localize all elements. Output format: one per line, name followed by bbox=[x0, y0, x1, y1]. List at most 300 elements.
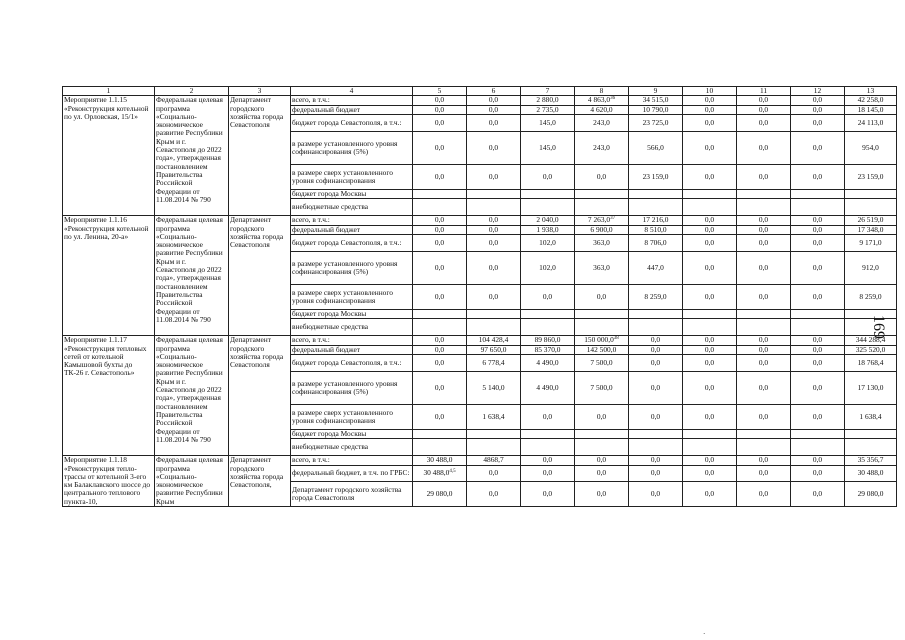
table-row bbox=[63, 216, 897, 225]
amount-value: 2 735,0 bbox=[536, 105, 559, 114]
amount-value: 0,0 bbox=[812, 237, 823, 247]
amount-cell bbox=[683, 465, 737, 482]
amount-value: 0,0 bbox=[596, 292, 607, 302]
amount-cell bbox=[791, 371, 845, 405]
amount-cell bbox=[683, 482, 737, 507]
program-cell: Федеральная целевая программа «Социально-экономическое развитие Республики Крым и г. Севастополя до 2022 года», утвержденная постановлением Правительства Российской Федерации от 11.08.2014 № 790 bbox=[155, 96, 229, 216]
amount-value: 0,0 bbox=[434, 357, 445, 367]
amount-value: 0,0 bbox=[434, 345, 445, 354]
amount-cell bbox=[629, 251, 683, 285]
measure-name-cell: Мероприятие 1.1.15 «Реконструкция котельной по ул. Орловская, 15/1» bbox=[63, 96, 155, 216]
amount-value: 0,0 bbox=[704, 105, 715, 114]
amount-cell bbox=[467, 405, 521, 430]
amount-value: 0,0 bbox=[812, 455, 823, 465]
amount-value: 104 428,4 bbox=[478, 335, 509, 345]
amount-cell bbox=[575, 251, 629, 285]
amount-value: 363,0 bbox=[593, 237, 610, 247]
amount-cell bbox=[629, 405, 683, 430]
amount-cell bbox=[413, 456, 467, 465]
amount-value: 0,0 bbox=[488, 117, 499, 127]
amount-value: 0,0 bbox=[758, 225, 769, 234]
amount-cell bbox=[629, 430, 683, 439]
amount-value: 912,0 bbox=[862, 262, 879, 272]
amount-cell bbox=[467, 336, 521, 345]
amount-cell bbox=[629, 234, 683, 251]
amount-value: 4 863,0 bbox=[587, 95, 611, 105]
amount-value: 7 500,0 bbox=[590, 357, 613, 367]
amount-cell bbox=[575, 105, 629, 114]
amount-cell bbox=[737, 345, 791, 354]
amount-cell bbox=[467, 319, 521, 336]
amount-value: 10 790,0 bbox=[642, 105, 669, 114]
amount-value: 0,0 bbox=[812, 412, 823, 421]
amount-cell bbox=[467, 225, 521, 234]
amount-cell bbox=[737, 354, 791, 371]
amount-cell bbox=[845, 482, 897, 507]
amount-cell bbox=[521, 456, 575, 465]
amount-value: 447,0 bbox=[647, 262, 664, 272]
funding-source-cell: в размере установленного уровня софинансирования (5%) bbox=[291, 251, 413, 285]
amount-value: 0,0 bbox=[434, 292, 445, 302]
amount-cell bbox=[845, 199, 897, 216]
program-cell: Федеральная целевая программа «Социально-экономическое развитие Республики Крым и г. Севастополя до 2022 года», утвержденная постановлением Правительства Российской Федерации от 11.08.2014 № 790 bbox=[155, 336, 229, 456]
funding-source-cell: всего, в т.ч.: bbox=[291, 336, 413, 345]
amount-cell bbox=[575, 456, 629, 465]
amount-cell bbox=[413, 216, 467, 225]
amount-cell bbox=[413, 199, 467, 216]
funding-source-cell: в размере установленного уровня софинансирования (5%) bbox=[291, 131, 413, 165]
amount-value: 0,0 bbox=[704, 95, 715, 105]
amount-cell bbox=[737, 199, 791, 216]
amount-value: 1 638,4 bbox=[482, 412, 505, 421]
amount-value: 0,0 bbox=[758, 382, 769, 392]
amount-cell bbox=[629, 114, 683, 131]
amount-cell bbox=[737, 234, 791, 251]
amount-cell bbox=[683, 199, 737, 216]
table-row bbox=[63, 456, 897, 465]
amount-cell bbox=[413, 465, 467, 482]
funding-source-cell: бюджет города Севастополя, в т.ч.: bbox=[291, 354, 413, 371]
column-header: 5 bbox=[413, 87, 467, 96]
amount-value: 0,0 bbox=[542, 455, 553, 465]
amount-value: 23 159,0 bbox=[642, 172, 669, 182]
amount-value: 24 113,0 bbox=[857, 117, 884, 127]
amount-value: 1 938,0 bbox=[536, 225, 559, 234]
amount-value: 0,0 bbox=[542, 292, 553, 302]
funding-source-cell: внебюджетные средства bbox=[291, 439, 413, 456]
amount-cell bbox=[467, 465, 521, 482]
amount-value: 0,0 bbox=[596, 455, 607, 465]
amount-value: 0,0 bbox=[758, 468, 769, 478]
amount-cell bbox=[629, 439, 683, 456]
amount-cell bbox=[845, 371, 897, 405]
amount-value: 0,0 bbox=[434, 215, 445, 225]
amount-cell bbox=[629, 371, 683, 405]
amount-value: 0,0 bbox=[434, 117, 445, 127]
column-header: 2 bbox=[155, 87, 229, 96]
amount-cell bbox=[467, 371, 521, 405]
funding-source-cell: всего, в т.ч.: bbox=[291, 456, 413, 465]
amount-cell bbox=[629, 310, 683, 319]
amount-value: 0,0 bbox=[758, 237, 769, 247]
header-row bbox=[63, 87, 897, 96]
amount-cell bbox=[521, 251, 575, 285]
column-header: 11 bbox=[737, 87, 791, 96]
amount-value: 0,0 bbox=[434, 237, 445, 247]
amount-cell bbox=[683, 354, 737, 371]
amount-cell bbox=[521, 96, 575, 105]
amount-value: 23 725,0 bbox=[642, 117, 669, 127]
funding-source-cell: бюджет города Севастополя, в т.ч.: bbox=[291, 234, 413, 251]
amount-value: 0,0 bbox=[812, 172, 823, 182]
amount-cell bbox=[521, 482, 575, 507]
amount-cell bbox=[413, 354, 467, 371]
footnote-marker: 4,5 bbox=[449, 469, 456, 475]
amount-cell bbox=[845, 216, 897, 225]
column-header: 13 bbox=[845, 87, 897, 96]
amount-value: 0,0 bbox=[812, 225, 823, 234]
amount-value: 150 000,0 bbox=[584, 335, 614, 345]
measure-name-cell: Мероприятие 1.1.18 «Реконструкция тепло-трассы от котельной 3-его км Балаклавского шоссе до центрального теплового пункта-10, bbox=[63, 456, 155, 507]
amount-cell bbox=[737, 439, 791, 456]
amount-cell bbox=[791, 405, 845, 430]
amount-cell bbox=[575, 345, 629, 354]
amount-cell bbox=[683, 430, 737, 439]
amount-cell bbox=[575, 336, 629, 345]
stray-mark: · bbox=[703, 630, 706, 638]
footnote-marker: 36 bbox=[610, 96, 616, 102]
amount-cell bbox=[683, 456, 737, 465]
amount-cell bbox=[575, 285, 629, 310]
amount-value: 5 140,0 bbox=[482, 382, 505, 392]
amount-cell bbox=[683, 234, 737, 251]
amount-value: 0,0 bbox=[812, 335, 823, 345]
amount-value: 0,0 bbox=[758, 172, 769, 182]
amount-cell bbox=[521, 465, 575, 482]
amount-cell bbox=[575, 190, 629, 199]
amount-cell bbox=[629, 199, 683, 216]
amount-cell bbox=[791, 216, 845, 225]
amount-value: 0,0 bbox=[704, 237, 715, 247]
amount-cell bbox=[629, 96, 683, 105]
amount-value: 0,0 bbox=[758, 357, 769, 367]
amount-cell bbox=[629, 345, 683, 354]
amount-cell bbox=[683, 310, 737, 319]
amount-cell bbox=[413, 482, 467, 507]
amount-value: 243,0 bbox=[593, 117, 610, 127]
amount-value: 17 130,0 bbox=[857, 382, 884, 392]
amount-cell bbox=[413, 96, 467, 105]
amount-cell bbox=[413, 319, 467, 336]
amount-value: 0,0 bbox=[596, 172, 607, 182]
amount-cell bbox=[683, 225, 737, 234]
amount-cell bbox=[791, 190, 845, 199]
amount-cell bbox=[845, 251, 897, 285]
amount-value: 0,0 bbox=[650, 382, 661, 392]
amount-cell bbox=[737, 190, 791, 199]
amount-cell bbox=[791, 310, 845, 319]
amount-cell bbox=[683, 285, 737, 310]
funding-source-cell: бюджет города Москвы bbox=[291, 190, 413, 199]
amount-value: 18 145,0 bbox=[857, 105, 884, 114]
amount-cell bbox=[413, 371, 467, 405]
amount-value: 0,0 bbox=[758, 489, 769, 499]
amount-value: 6 900,0 bbox=[590, 225, 613, 234]
amount-value: 0,0 bbox=[542, 172, 553, 182]
amount-cell bbox=[467, 114, 521, 131]
amount-value: 0,0 bbox=[758, 345, 769, 354]
amount-cell bbox=[521, 354, 575, 371]
amount-cell bbox=[521, 190, 575, 199]
executor-cell: Департамент городского хозяйства города Севастополя, bbox=[229, 456, 291, 507]
amount-value: 0,0 bbox=[488, 237, 499, 247]
amount-cell bbox=[521, 114, 575, 131]
amount-value: 243,0 bbox=[593, 142, 610, 152]
amount-cell bbox=[629, 131, 683, 165]
amount-cell bbox=[737, 131, 791, 165]
amount-cell bbox=[791, 465, 845, 482]
amount-cell bbox=[521, 225, 575, 234]
amount-value: 6 778,4 bbox=[482, 357, 505, 367]
amount-value: 0,0 bbox=[650, 345, 661, 354]
amount-cell bbox=[467, 251, 521, 285]
amount-value: 0,0 bbox=[434, 172, 445, 182]
amount-value: 7 500,0 bbox=[590, 382, 613, 392]
amount-cell bbox=[737, 105, 791, 114]
amount-cell bbox=[737, 310, 791, 319]
amount-cell bbox=[467, 456, 521, 465]
amount-value: 0,0 bbox=[758, 105, 769, 114]
amount-value: 0,0 bbox=[704, 225, 715, 234]
amount-cell bbox=[521, 439, 575, 456]
amount-value: 363,0 bbox=[593, 262, 610, 272]
amount-cell bbox=[737, 482, 791, 507]
amount-cell bbox=[845, 430, 897, 439]
executor-cell: Департамент городского хозяйства города Севастополя bbox=[229, 96, 291, 216]
amount-cell bbox=[629, 225, 683, 234]
amount-cell bbox=[683, 165, 737, 190]
amount-cell bbox=[845, 225, 897, 234]
column-header: 4 bbox=[291, 87, 413, 96]
amount-value: 0,0 bbox=[812, 357, 823, 367]
amount-value: 0,0 bbox=[758, 335, 769, 345]
column-header: 9 bbox=[629, 87, 683, 96]
amount-value: 954,0 bbox=[862, 142, 879, 152]
amount-cell bbox=[521, 405, 575, 430]
amount-cell bbox=[845, 405, 897, 430]
amount-value: 18 768,4 bbox=[857, 357, 884, 367]
amount-cell bbox=[521, 310, 575, 319]
funding-source-cell: бюджет города Москвы bbox=[291, 310, 413, 319]
amount-cell bbox=[413, 345, 467, 354]
amount-cell bbox=[413, 310, 467, 319]
amount-cell bbox=[791, 105, 845, 114]
amount-value: 0,0 bbox=[434, 105, 445, 114]
amount-value: 0,0 bbox=[704, 172, 715, 182]
amount-cell bbox=[683, 114, 737, 131]
funding-source-cell: всего, в т.ч.: bbox=[291, 96, 413, 105]
amount-value: 0,0 bbox=[596, 412, 607, 421]
amount-value: 9 171,0 bbox=[859, 237, 882, 247]
amount-value: 325 520,0 bbox=[855, 345, 886, 354]
amount-cell bbox=[413, 405, 467, 430]
amount-value: 0,0 bbox=[758, 117, 769, 127]
amount-value: 4868,7 bbox=[483, 455, 504, 465]
amount-value: 0,0 bbox=[650, 468, 661, 478]
amount-cell bbox=[467, 131, 521, 165]
amount-cell bbox=[737, 96, 791, 105]
amount-cell bbox=[629, 165, 683, 190]
amount-cell bbox=[791, 319, 845, 336]
amount-cell bbox=[683, 371, 737, 405]
amount-cell bbox=[845, 114, 897, 131]
amount-cell bbox=[575, 165, 629, 190]
amount-cell bbox=[737, 405, 791, 430]
amount-cell bbox=[683, 131, 737, 165]
amount-value: 7 263,0 bbox=[587, 215, 611, 225]
funding-source-cell: Департамент городского хозяйства города Севастополя bbox=[291, 482, 413, 507]
amount-value: 0,0 bbox=[434, 95, 445, 105]
amount-value: 29 080,0 bbox=[857, 489, 884, 499]
amount-value: 566,0 bbox=[647, 142, 664, 152]
program-cell: Федеральная целевая программа «Социально-экономическое развитие Республики Крым bbox=[155, 456, 229, 507]
funding-source-cell: бюджет города Москвы bbox=[291, 430, 413, 439]
amount-cell bbox=[575, 114, 629, 131]
amount-cell bbox=[791, 234, 845, 251]
amount-cell bbox=[845, 439, 897, 456]
amount-cell bbox=[791, 114, 845, 131]
amount-cell bbox=[845, 234, 897, 251]
amount-value: 0,0 bbox=[758, 262, 769, 272]
amount-value: 35 356,7 bbox=[857, 455, 884, 465]
amount-cell bbox=[737, 225, 791, 234]
amount-cell bbox=[521, 165, 575, 190]
amount-cell bbox=[845, 190, 897, 199]
amount-cell bbox=[791, 456, 845, 465]
amount-value: 0,0 bbox=[488, 172, 499, 182]
amount-cell bbox=[413, 251, 467, 285]
funding-source-cell: в размере сверх установленного уровня софинансирования bbox=[291, 285, 413, 310]
amount-cell bbox=[791, 354, 845, 371]
amount-value: 0,0 bbox=[704, 382, 715, 392]
amount-value: 8 510,0 bbox=[644, 225, 667, 234]
amount-cell bbox=[575, 465, 629, 482]
amount-cell bbox=[467, 482, 521, 507]
column-header: 8 bbox=[575, 87, 629, 96]
amount-cell bbox=[629, 285, 683, 310]
amount-cell bbox=[791, 225, 845, 234]
amount-value: 4 620,0 bbox=[590, 105, 613, 114]
funding-source-cell: в размере сверх установленного уровня софинансирования bbox=[291, 165, 413, 190]
amount-value: 0,0 bbox=[488, 489, 499, 499]
amount-value: 0,0 bbox=[758, 412, 769, 421]
amount-value: 0,0 bbox=[434, 142, 445, 152]
amount-cell bbox=[629, 336, 683, 345]
amount-cell bbox=[845, 131, 897, 165]
amount-cell bbox=[575, 310, 629, 319]
funding-source-cell: внебюджетные средства bbox=[291, 319, 413, 336]
funding-source-cell: федеральный бюджет bbox=[291, 345, 413, 354]
amount-cell bbox=[575, 371, 629, 405]
amount-value: 0,0 bbox=[650, 489, 661, 499]
amount-value: 0,0 bbox=[650, 335, 661, 345]
amount-cell bbox=[791, 439, 845, 456]
amount-value: 0,0 bbox=[758, 215, 769, 225]
amount-cell bbox=[629, 190, 683, 199]
amount-cell bbox=[413, 430, 467, 439]
amount-value: 42 258,0 bbox=[857, 95, 884, 105]
amount-value: 0,0 bbox=[812, 105, 823, 114]
amount-value: 0,0 bbox=[812, 142, 823, 152]
amount-value: 0,0 bbox=[488, 468, 499, 478]
amount-cell bbox=[467, 199, 521, 216]
amount-cell bbox=[575, 131, 629, 165]
amount-cell bbox=[845, 345, 897, 354]
amount-value: 0,0 bbox=[704, 142, 715, 152]
amount-value: 0,0 bbox=[704, 455, 715, 465]
amount-cell bbox=[467, 216, 521, 225]
table-row bbox=[63, 96, 897, 105]
amount-value: 2 880,0 bbox=[536, 95, 559, 105]
amount-cell bbox=[575, 430, 629, 439]
column-header: 10 bbox=[683, 87, 737, 96]
amount-value: 0,0 bbox=[488, 215, 499, 225]
amount-cell bbox=[791, 131, 845, 165]
amount-value: 0,0 bbox=[542, 468, 553, 478]
amount-value: 30 488,0 bbox=[426, 455, 453, 465]
amount-cell bbox=[737, 114, 791, 131]
amount-cell bbox=[737, 319, 791, 336]
funding-source-cell: всего, в т.ч.: bbox=[291, 216, 413, 225]
amount-cell bbox=[845, 456, 897, 465]
amount-cell bbox=[845, 465, 897, 482]
amount-cell bbox=[521, 105, 575, 114]
amount-value: 145,0 bbox=[539, 142, 556, 152]
amount-value: 102,0 bbox=[539, 237, 556, 247]
amount-value: 0,0 bbox=[488, 142, 499, 152]
amount-value: 0,0 bbox=[488, 262, 499, 272]
amount-value: 97 650,0 bbox=[480, 345, 507, 354]
amount-cell bbox=[413, 190, 467, 199]
amount-cell bbox=[791, 96, 845, 105]
amount-value: 0,0 bbox=[650, 357, 661, 367]
amount-value: 0,0 bbox=[434, 335, 445, 345]
amount-cell bbox=[737, 336, 791, 345]
amount-cell bbox=[521, 234, 575, 251]
amount-value: 4 490,0 bbox=[536, 382, 559, 392]
column-header: 6 bbox=[467, 87, 521, 96]
amount-value: 0,0 bbox=[704, 357, 715, 367]
amount-cell bbox=[521, 216, 575, 225]
amount-cell bbox=[413, 285, 467, 310]
amount-cell bbox=[521, 131, 575, 165]
amount-cell bbox=[467, 190, 521, 199]
amount-cell bbox=[413, 114, 467, 131]
amount-value: 0,0 bbox=[704, 335, 715, 345]
amount-value: 29 080,0 bbox=[426, 489, 453, 499]
amount-cell bbox=[791, 285, 845, 310]
amount-value: 23 159,0 bbox=[857, 172, 884, 182]
amount-value: 0,0 bbox=[488, 225, 499, 234]
amount-cell bbox=[575, 199, 629, 216]
amount-value: 0,0 bbox=[812, 489, 823, 499]
amount-cell bbox=[413, 225, 467, 234]
amount-cell bbox=[467, 234, 521, 251]
amount-cell bbox=[683, 96, 737, 105]
amount-cell bbox=[737, 465, 791, 482]
amount-value: 8 706,0 bbox=[644, 237, 667, 247]
amount-value: 0,0 bbox=[704, 412, 715, 421]
